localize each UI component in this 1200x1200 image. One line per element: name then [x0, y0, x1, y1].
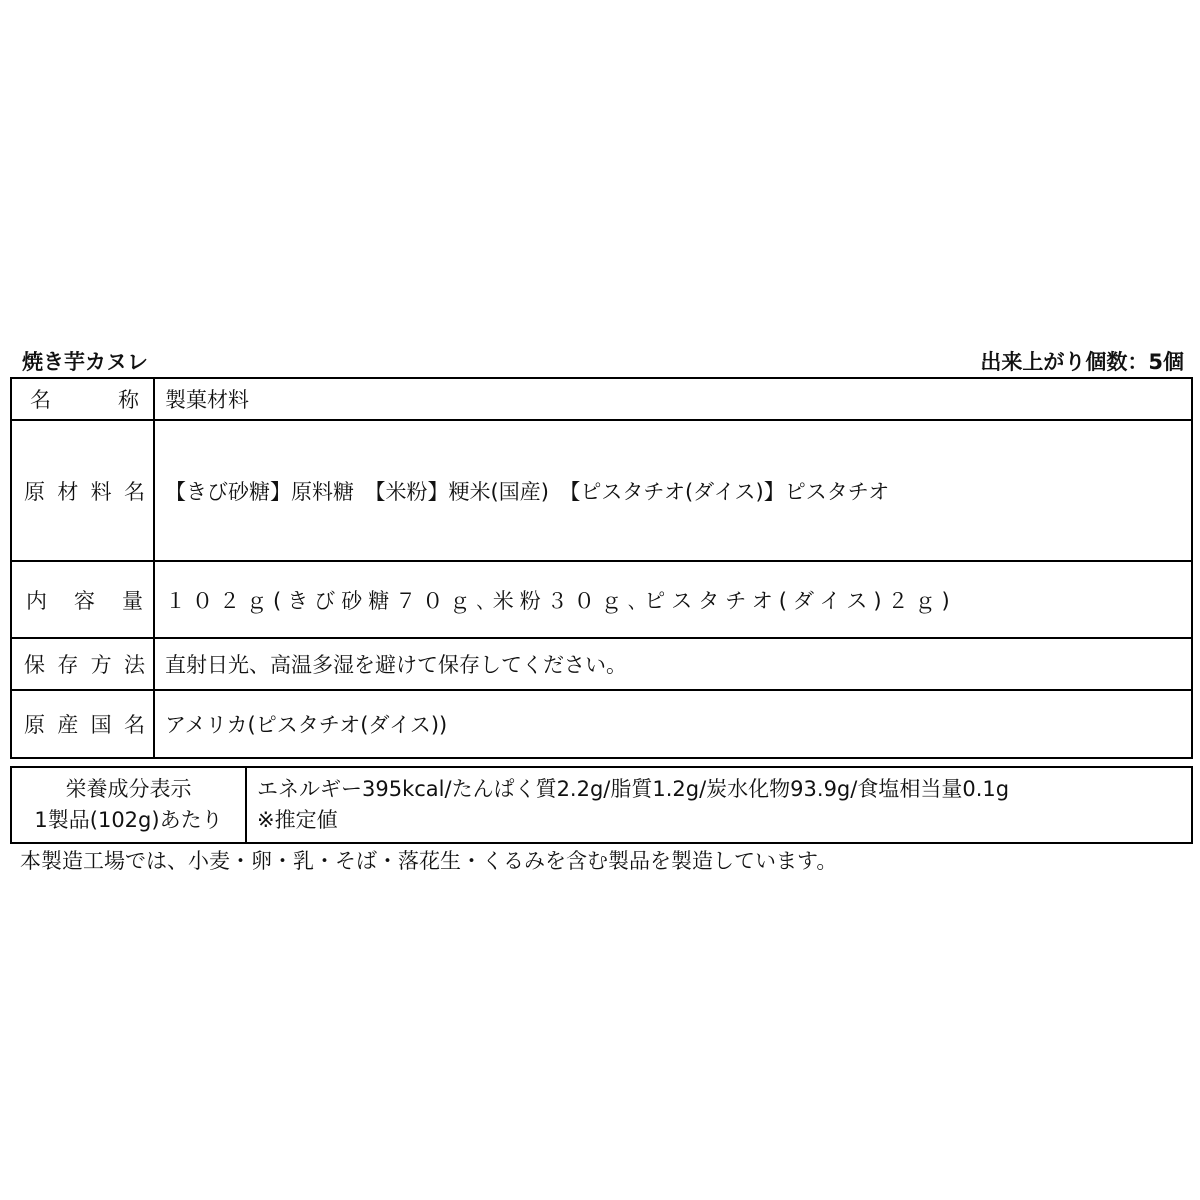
- product-name: 焼き芋カヌレ: [22, 350, 148, 374]
- nutrition-row: [11, 767, 1192, 843]
- spec-value-contents: １０２ｇ(きび砂糖７０ｇ､米粉３０ｇ､ピスタチオ(ダイス)２ｇ): [154, 561, 1192, 638]
- spec-value-storage: 直射日光、高温多湿を避けて保存してください。: [154, 638, 1192, 690]
- spec-row-name: [11, 378, 1192, 420]
- spec-value-ingredients: 【きび砂糖】原料糖 【米粉】粳米(国産) 【ピスタチオ(ダイス)】ピスタチオ: [154, 420, 1192, 561]
- label-header: [22, 345, 1184, 377]
- nutrition-value: [246, 767, 1192, 843]
- nutrition-label-line1: 栄養成分表示: [65, 777, 192, 801]
- spec-label-ingredients: 原 材 料 名: [11, 420, 154, 561]
- spec-row-origin: [11, 690, 1192, 758]
- spec-row-ingredients: [11, 420, 1192, 561]
- spec-value-name: 製菓材料: [154, 378, 1192, 420]
- nutrition-label-line2: 1製品(102g)あたり: [34, 808, 223, 832]
- spec-label-name: 名 称: [11, 378, 154, 420]
- spec-value-origin: アメリカ(ピスタチオ(ダイス)): [154, 690, 1192, 758]
- spec-label-origin: 原 産 国 名: [11, 690, 154, 758]
- nutrition-table: [10, 766, 1193, 844]
- allergen-note: 本製造工場では、小麦・卵・乳・そば・落花生・くるみを含む製品を製造しています。: [20, 849, 838, 873]
- spec-row-contents: [11, 561, 1192, 638]
- nutrition-value-line1: エネルギー395kcal/たんぱく質2.2g/脂質1.2g/炭水化物93.9g/食塩相当量0.1g: [257, 777, 1010, 801]
- nutrition-value-line2: ※推定値: [257, 808, 338, 832]
- spec-label-storage: 保 存 方 法: [11, 638, 154, 690]
- yield-count: 出来上がり個数：5個: [980, 350, 1184, 374]
- spec-row-storage: [11, 638, 1192, 690]
- spec-label-contents: 内 容 量: [11, 561, 154, 638]
- nutrition-label: [11, 767, 246, 843]
- product-spec-table: [10, 377, 1193, 759]
